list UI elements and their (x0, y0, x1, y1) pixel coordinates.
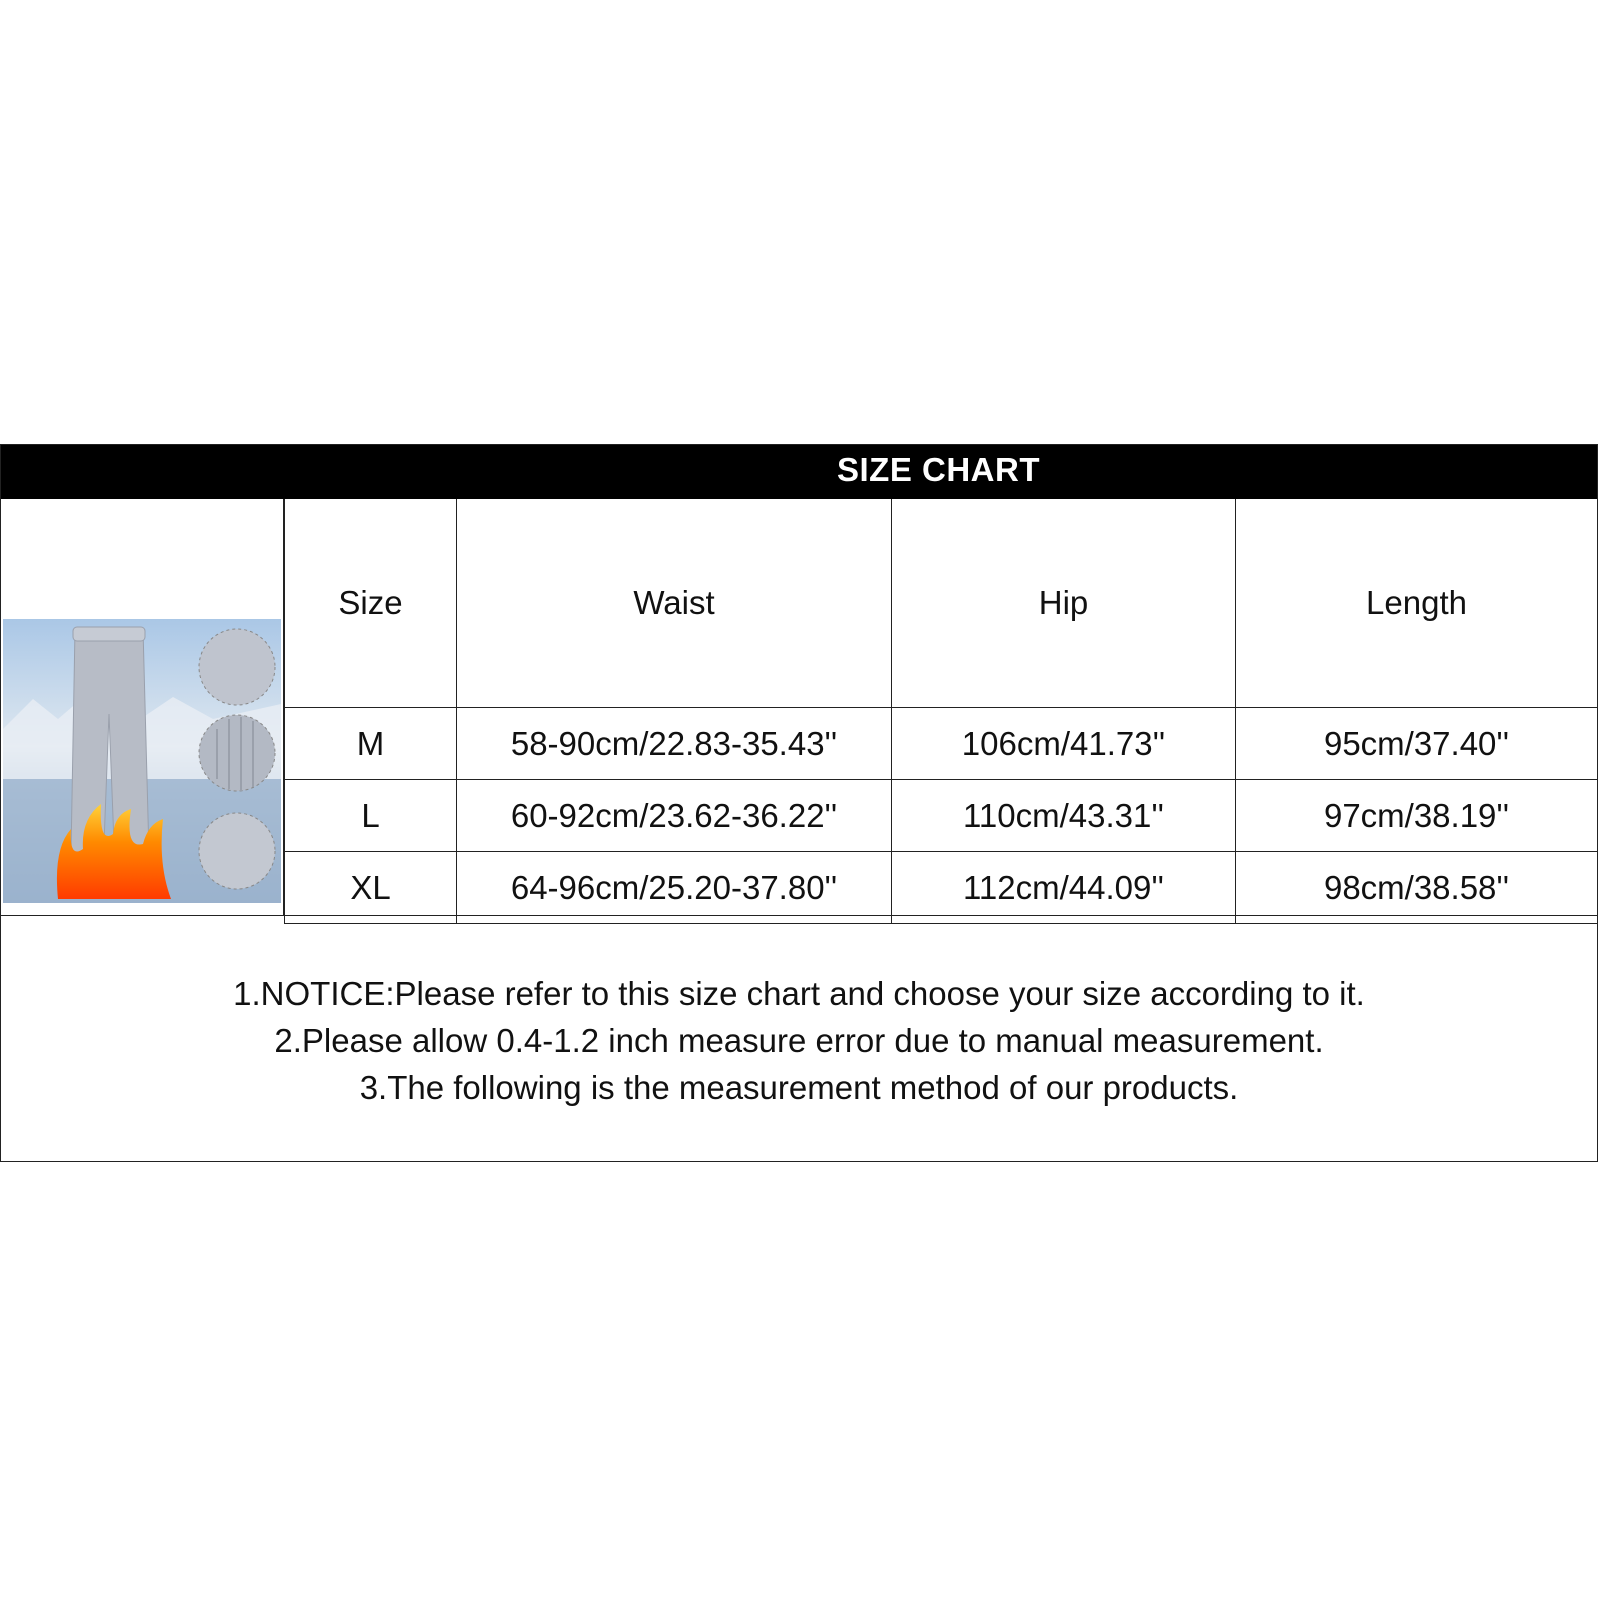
cell-waist: 58-90cm/22.83-35.43'' (457, 708, 892, 780)
cell-length: 97cm/38.19'' (1236, 780, 1598, 852)
header-length: Length (1236, 499, 1598, 708)
header-waist: Waist (457, 499, 892, 708)
cell-length: 95cm/37.40'' (1236, 708, 1598, 780)
cell-size: M (285, 708, 457, 780)
table-row (285, 780, 1598, 852)
note-line-1: 1.NOTICE:Please refer to this size chart and choose your size according to it. (233, 975, 1365, 1012)
notes-section (1, 915, 1597, 1161)
pants-product-image (3, 619, 281, 903)
table-header-row (285, 499, 1598, 708)
header-size: Size (285, 499, 457, 708)
size-table (284, 499, 1597, 924)
table-row (285, 708, 1598, 780)
table-row (285, 852, 1598, 924)
product-image-cell (1, 499, 284, 915)
cell-size: XL (285, 852, 457, 924)
cell-waist: 60-92cm/23.62-36.22'' (457, 780, 892, 852)
cell-hip: 106cm/41.73'' (892, 708, 1236, 780)
size-chart (0, 444, 1598, 1162)
chart-header-bar (1, 445, 1597, 499)
cell-hip: 112cm/44.09'' (892, 852, 1236, 924)
cell-waist: 64-96cm/25.20-37.80'' (457, 852, 892, 924)
cell-size: L (285, 780, 457, 852)
header-hip: Hip (892, 499, 1236, 708)
note-line-3: 3.The following is the measurement method of our products. (359, 1069, 1239, 1106)
cell-length: 98cm/38.58'' (1236, 852, 1598, 924)
cell-hip: 110cm/43.31'' (892, 780, 1236, 852)
note-line-2: 2.Please allow 0.4-1.2 inch measure error due to manual measurement. (274, 1022, 1324, 1059)
chart-title: SIZE CHART (837, 451, 1040, 488)
